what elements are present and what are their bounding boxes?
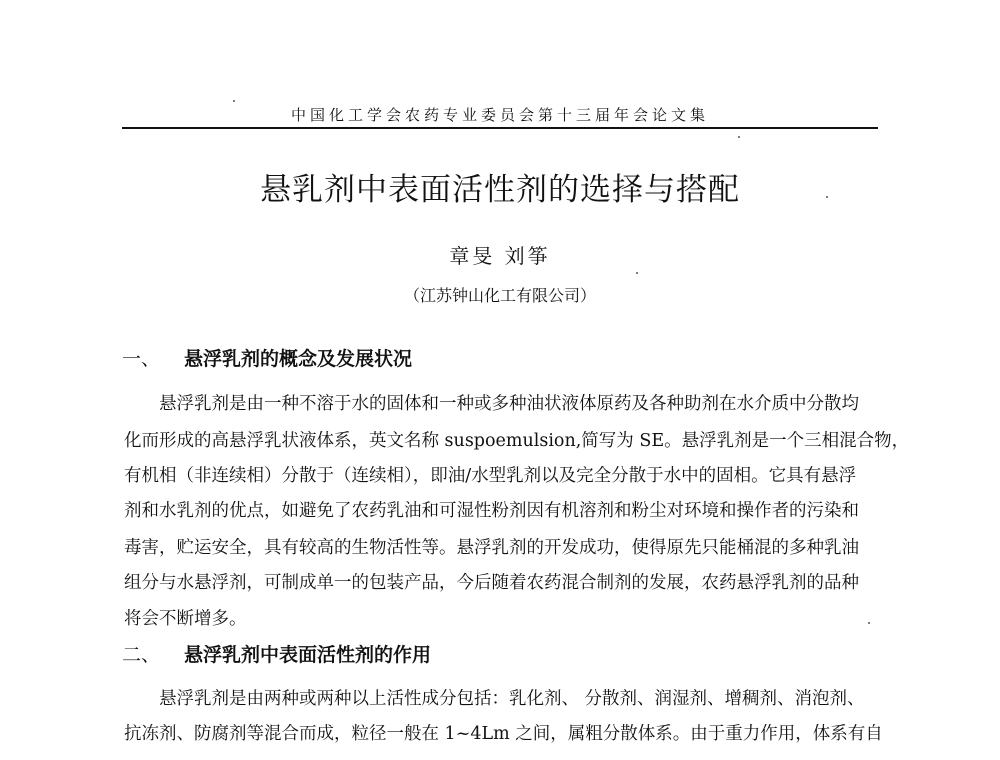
running-header: 中国化工学会农药专业委员会第十三届年会论文集 xyxy=(290,106,709,124)
paragraph-line: 组分与水悬浮剂，可制成单一的包装产品，今后随着农药混合制剂的发展，农药悬浮乳剂的品种 xyxy=(124,573,859,593)
affiliation: （江苏钟山化工有限公司） xyxy=(403,286,596,305)
paragraph-line: 悬浮乳剂是由一种不溶于水的固体和一种或多种油状液体原药及各种助剂在水介质中分散均 xyxy=(124,394,859,414)
paragraph-line: 化而形成的高悬浮乳状液体系，英文名称 suspoemulsion,简写为 SE。悬浮乳剂是一个三相混合物， xyxy=(124,431,910,451)
paragraph-line: 剂和水乳剂的优点，如避免了农药乳油和可湿性粉剂因有机溶剂和粉尘对环境和操作者的污染和 xyxy=(124,501,859,521)
scan-speck xyxy=(738,136,740,138)
scan-speck xyxy=(233,100,235,102)
scan-speck xyxy=(636,272,638,274)
scan-speck xyxy=(826,196,828,198)
section-number: 一、 xyxy=(122,348,161,370)
authors: 章旻 刘筝 xyxy=(449,244,551,268)
paragraph-line: 有机相（非连续相）分散于（连续相），即油/水型乳剂以及完全分散于水中的固相。它具有悬浮 xyxy=(124,466,857,486)
header-rule xyxy=(122,127,878,129)
section-title: 悬浮乳剂的概念及发展状况 xyxy=(184,348,413,370)
paragraph-line: 毒害，贮运安全，具有较高的生物活性等。悬浮乳剂的开发成功，使得原先只能桶混的多种乳油 xyxy=(124,538,859,558)
scan-speck xyxy=(868,622,870,624)
paragraph-line: 抗冻剂、防腐剂等混合而成，粒径一般在 1~4Lm 之间，属粗分散体系。由于重力作用，体系有自 xyxy=(124,724,883,744)
paper-title: 悬乳剂中表面活性剂的选择与搭配 xyxy=(260,172,740,208)
section-number: 二、 xyxy=(122,644,161,666)
section-heading-2 xyxy=(122,640,431,667)
section-title: 悬浮乳剂中表面活性剂的作用 xyxy=(184,644,432,666)
paragraph-line: 悬浮乳剂是由两种或两种以上活性成分包括：乳化剂、 分散剂、润湿剂、增稠剂、消泡剂、 xyxy=(124,689,865,709)
section-heading-1 xyxy=(122,344,412,371)
paragraph-line: 将会不断增多。 xyxy=(124,609,247,629)
